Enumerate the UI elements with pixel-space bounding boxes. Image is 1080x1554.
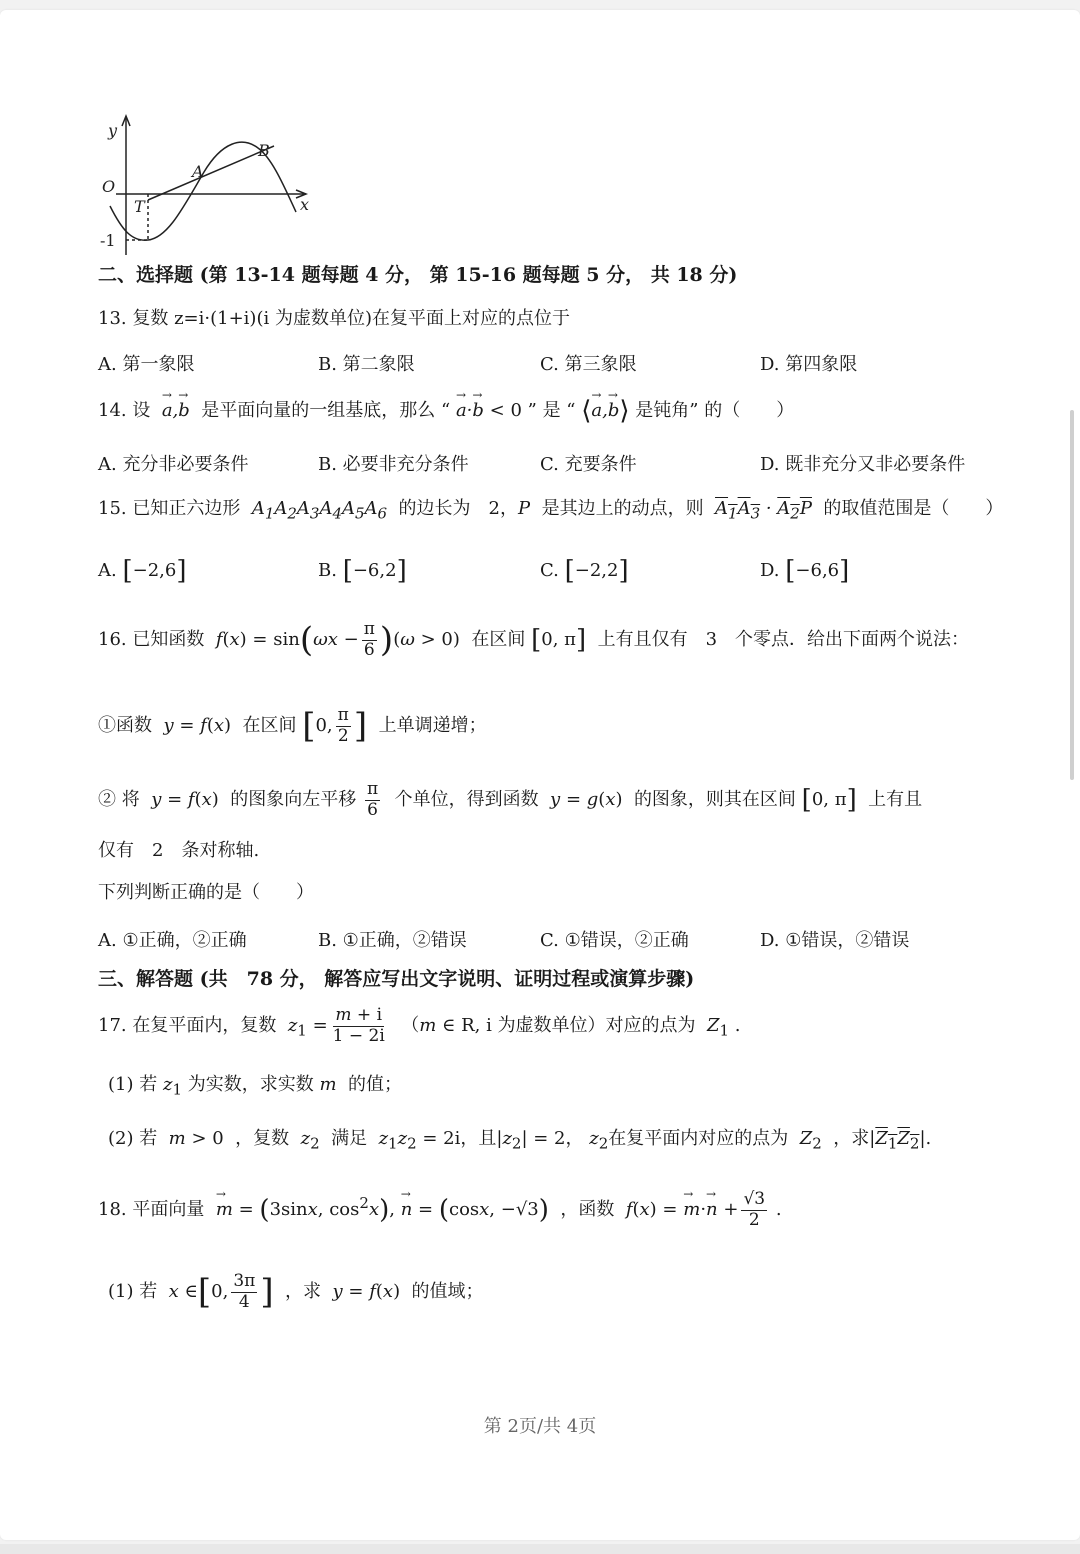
q15-option-a: A. [−2,6] [98, 556, 187, 586]
tangent-line [148, 146, 274, 200]
page-gap [0, 1544, 1080, 1554]
q16-option-c: C. ①错误，②正确 [540, 930, 689, 951]
sine-graph [96, 110, 326, 260]
q14-option-c: C. 充要条件 [540, 454, 637, 475]
q13-stem: 13. 复数 z=i·(1+i)(i 为虚数单位)在复平面上对应的点位于 [98, 308, 570, 329]
page-footer: 第 2页/共 4页 [483, 1416, 597, 1437]
q13-option-c: C. 第三象限 [540, 354, 637, 375]
q16-stem: 16. 已知函数 f(x) = sin(ωx − $\frac{\pi}{6}$ )(ω > 0) 在区间 [0, π] 上有且仅有 3 个零点．给出下面两个说法： [98, 619, 970, 661]
label-neg1: -1 [100, 231, 116, 250]
q14-option-b: B. 必要非充分条件 [318, 454, 469, 475]
q14-option-d: D. 既非充分又非必要条件 [760, 454, 966, 475]
q18-stem: 18. 平面向量 → m = (3sinx, $\cos^2x$), → n = (cosx, −√3) ，函数 f(x) = → m·→ n + $\frac{√3}{2}$ . [98, 1190, 782, 1230]
label-b: B [258, 141, 270, 160]
q16-option-d: D. ①错误，②错误 [760, 930, 910, 951]
q13-option-a: A. 第一象限 [98, 354, 195, 375]
q15-option-d: D. [−6,6] [760, 556, 850, 586]
q17-part-1: (1) 若 $z_1$ 为实数，求实数 m 的值； [108, 1074, 402, 1099]
q16-option-a: A. ①正确，②正确 [98, 930, 247, 951]
label-a: A [192, 162, 204, 181]
section-3-heading: 三、解答题 (共 78 分， 解答应写出文字说明、证明过程或演算步骤) [98, 968, 695, 990]
q14-option-a: A. 充分非必要条件 [98, 454, 249, 475]
q18-part-1: (1) 若 x ∈[0, $\frac{3\pi}{4}$ ] ，求 y = f(x) 的值域； [108, 1271, 484, 1313]
label-o: O [102, 177, 116, 196]
q16-statement-2: ② 将 y = f(x) 的图象向左平移 $\frac{\pi}{6}$ 个单位，得到函数 y = g(x) 的图象，则其在区间 [0, π] 上有且 [98, 779, 923, 820]
label-y: y [108, 121, 118, 140]
q16-ask: 下列判断正确的是（ ） [98, 882, 314, 903]
q17-part-2: (2) 若 m > 0 ，复数 $z_2$ 满足 $z_1z_2 = 2i$，且$|z_2| = 2$， $z_2$在复平面内对应的点为 $Z_2$ ，求$|Z_1Z_2|$. [108, 1128, 932, 1153]
label-x: x [300, 195, 310, 214]
q16-option-b: B. ①正确，②错误 [318, 930, 467, 951]
q13-option-d: D. 第四象限 [760, 354, 858, 375]
document-page [0, 10, 1080, 1540]
q15-stem: 15. 已知正六边形 $A_1A_2A_3A_4A_5A_6$ 的边长为 2，P 是其边上的动点，则 $A_1A_3 \cdot A_2P$ 的取值范围是（ ） [98, 498, 1004, 523]
q16-statement-2-cont: 仅有 2 条对称轴. [98, 840, 260, 861]
scrollbar[interactable] [1070, 410, 1074, 780]
q16-statement-1: ①函数 y = f(x) 在区间 [0, $\frac{\pi}{2}$ ] 上单调递增； [98, 705, 487, 747]
q14-stem: 14. 设 → a,→ b 是平面向量的一组基底，那么 “ → a·→ b < 0 ” 是 “ ⟨→ a,→ b⟩ 是钝角” 的（ ） [98, 398, 794, 424]
q15-option-c: C. [−2,2] [540, 556, 629, 586]
section-2-heading: 二、选择题 (第 13-14 题每题 4 分， 第 15-16 题每题 5 分， 共 18 分) [98, 264, 738, 286]
q17-stem: 17. 在复平面内，复数 $z_1$ = $\frac{m + i}{1 - 2i}$ （m ∈ R, i 为虚数单位）对应的点为 $Z_1$ . [98, 1005, 741, 1046]
q13-option-b: B. 第二象限 [318, 354, 415, 375]
label-t: T [134, 197, 145, 216]
q15-option-b: B. [−6,2] [318, 556, 407, 586]
